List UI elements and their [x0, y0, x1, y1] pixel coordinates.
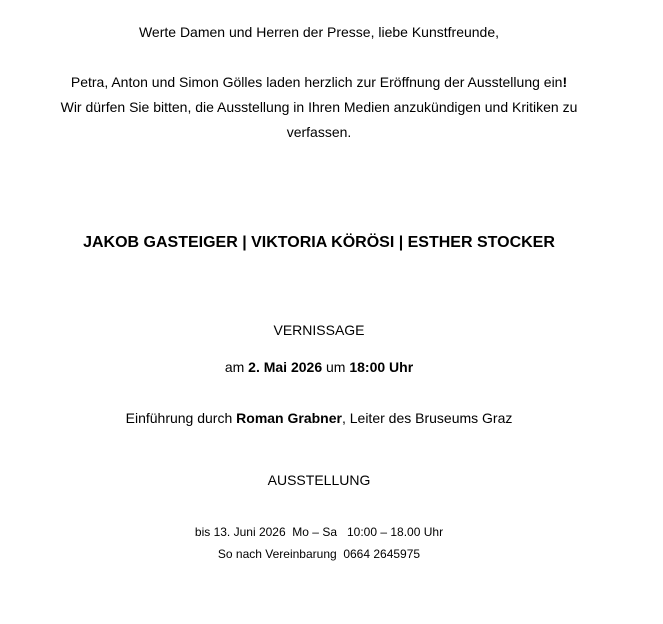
invite-line-1 [0, 75, 638, 89]
vernissage-heading: VERNISSAGE [273, 322, 365, 338]
introduction-suffix: , Leiter des Bruseums Graz [341, 410, 513, 426]
artists-heading: JAKOB GASTEIGER | VIKTORIA KÖRÖSI | ESTHER STOCKER [83, 234, 555, 251]
invite-line-2: Wir dürfen Sie bitten, die Ausstellung in Ihren Medien anzukündigen und Kritiken zu [60, 99, 578, 115]
invite-line-3: verfassen. [286, 124, 352, 140]
invite-line-1-exclamation: ! [562, 74, 568, 90]
invite-line-1-text: Petra, Anton und Simon Gölles laden herzlich zur Eröffnung der Ausstellung ein [70, 74, 563, 90]
vernissage-date-line [0, 360, 638, 374]
introduction-speaker: Roman Grabner [236, 410, 342, 426]
introduction-line [0, 411, 638, 425]
exhibition-heading: AUSSTELLUNG [267, 472, 371, 488]
vernissage-prefix: am [224, 359, 249, 375]
exhibition-hours-line-1: bis 13. Juni 2026 Mo – Sa 10:00 – 18.00 Uhr [194, 525, 444, 539]
vernissage-middle: um [322, 359, 350, 375]
introduction-prefix: Einführung durch [125, 410, 237, 426]
vernissage-date: 2. Mai 2026 [248, 359, 323, 375]
vernissage-time: 18:00 Uhr [349, 359, 414, 375]
exhibition-hours-line-2: So nach Vereinbarung 0664 2645975 [217, 547, 421, 561]
greeting: Werte Damen und Herren der Presse, liebe Kunstfreunde, [138, 24, 500, 40]
